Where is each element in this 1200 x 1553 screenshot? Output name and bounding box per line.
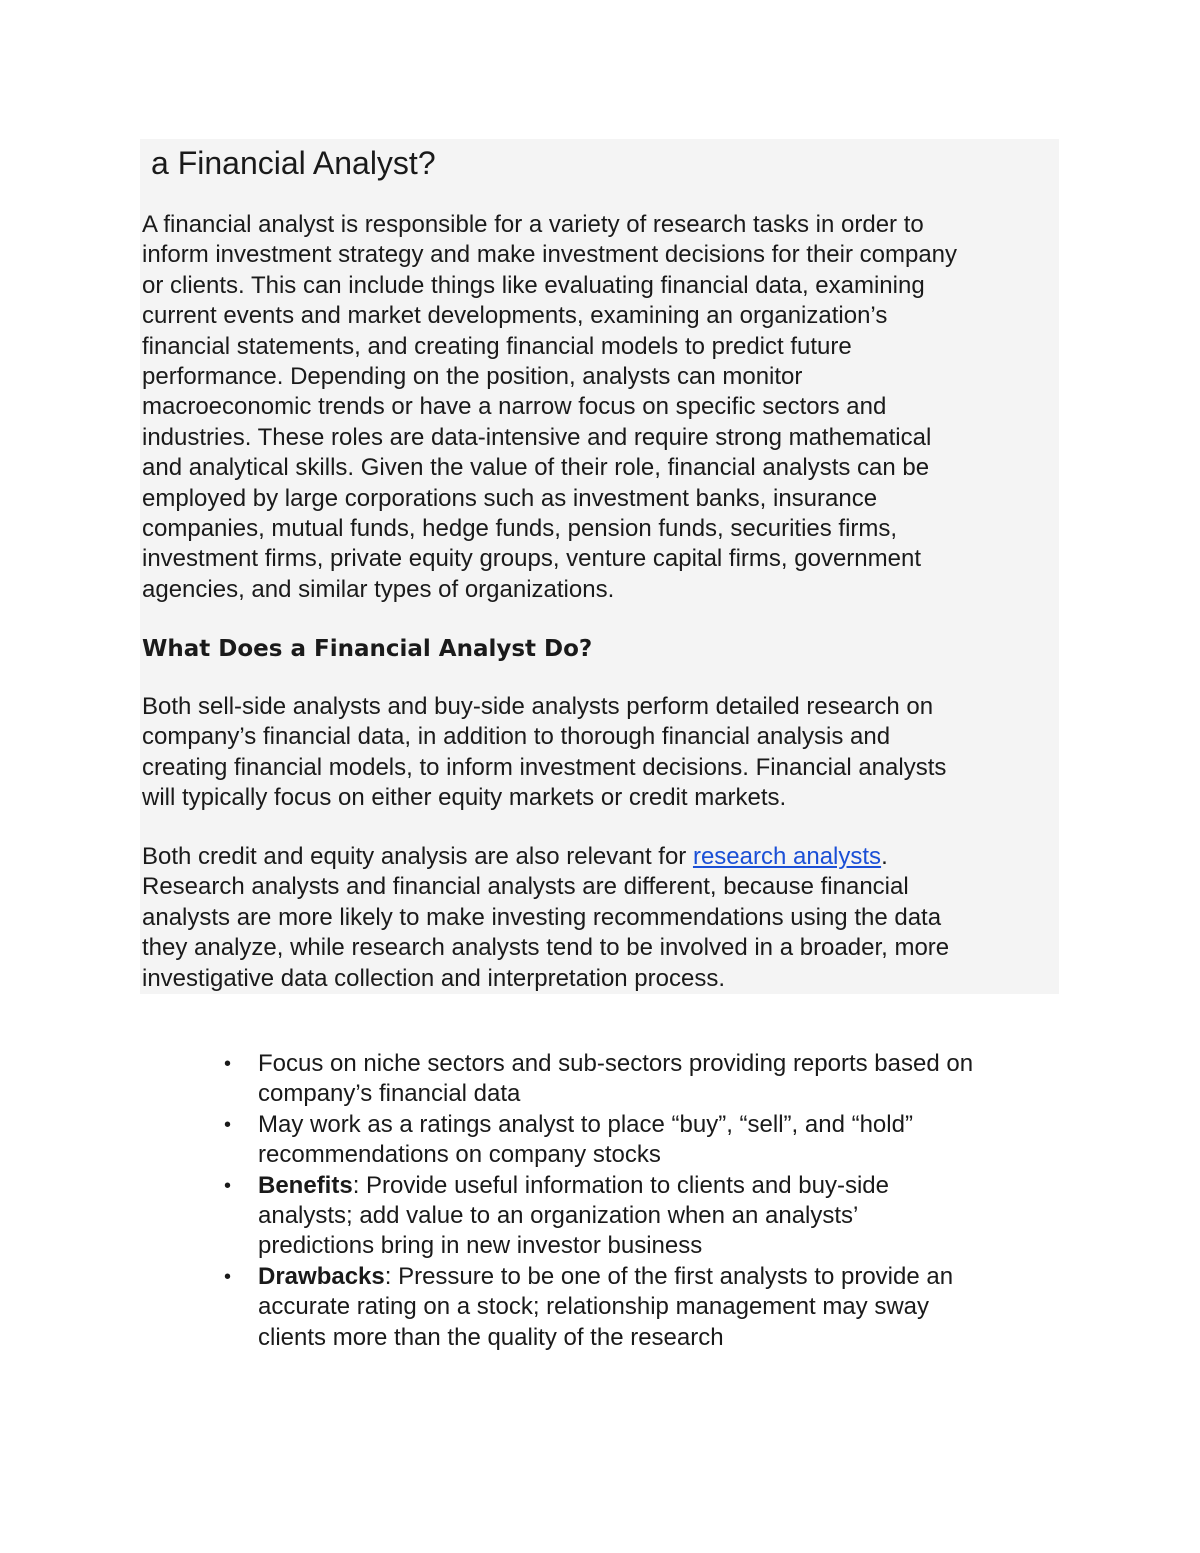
bullet-icon: • (224, 1174, 232, 1197)
research-analysts-link[interactable]: research analysts (692, 843, 882, 870)
list-item (222, 1110, 1062, 1171)
research-line: investigative data collection and interpretation process. (142, 964, 726, 992)
intro-line: industries. These roles are data-intensive and require strong mathematical (142, 423, 932, 451)
intro-line: and analytical skills. Given the value of their role, financial analysts can be (142, 454, 930, 482)
bullet-line: recommendations on company stocks (258, 1141, 661, 1169)
research-line: analysts are more likely to make investing recommendations using the data (142, 903, 942, 931)
intro-line: performance. Depending on the position, analysts can monitor (142, 363, 803, 391)
intro-line: macroeconomic trends or have a narrow focus on specific sectors and (142, 393, 887, 421)
intro-line: current events and market developments, examining an organization’s (142, 302, 888, 330)
bullet-label-drawbacks: Drawbacks (258, 1262, 385, 1290)
section-paragraph (142, 692, 1057, 814)
intro-line: agencies, and similar types of organizations. (142, 575, 615, 603)
bullet-line: Focus on niche sectors and sub-sectors providing reports based on (258, 1050, 974, 1077)
list-item (222, 1049, 1062, 1110)
bullet-icon: • (224, 1113, 232, 1136)
bullet-line: company’s financial data (258, 1080, 521, 1108)
research-line-text: Both credit and equity analysis are also relevant for (142, 843, 693, 870)
list-item (222, 1262, 1062, 1353)
intro-line: employed by large corporations such as investment banks, insurance (142, 484, 878, 512)
bullet-line-text: : Provide useful information to clients and buy-side (352, 1171, 889, 1199)
research-line: they analyze, while research analysts tend to be involved in a broader, more (142, 934, 950, 962)
section-heading: What Does a Financial Analyst Do? (142, 636, 593, 662)
bullet-line: clients more than the quality of the research (258, 1323, 724, 1351)
intro-line: investment firms, private equity groups, venture capital firms, government (142, 545, 921, 573)
bullet-line: May work as a ratings analyst to place “buy”, “sell”, and “hold” (258, 1110, 913, 1138)
research-line: Research analysts and financial analysts are different, because financial (142, 873, 909, 901)
bullet-list (222, 1049, 1062, 1353)
bullet-line-text: : Pressure to be one of the first analysts to provide an (384, 1262, 954, 1290)
list-item (222, 1171, 1062, 1262)
bullet-line: predictions bring in new investor business (258, 1232, 703, 1260)
research-first-line (142, 842, 1057, 872)
research-line-period: . (881, 843, 888, 870)
bullet-icon: • (224, 1053, 232, 1075)
section-line: will typically focus on either equity markets or credit markets. (142, 784, 787, 812)
bullet-first-line (258, 1262, 1062, 1292)
section-line: company’s financial data, in addition to thorough financial analysis and (142, 723, 891, 751)
bullet-line: analysts; add value to an organization when an analysts’ (258, 1202, 859, 1230)
research-paragraph (142, 842, 1057, 994)
intro-line: or clients. This can include things like evaluating financial data, examining (142, 271, 925, 299)
bullet-label-benefits: Benefits (258, 1171, 353, 1199)
bullet-icon: • (224, 1265, 232, 1288)
intro-line: companies, mutual funds, hedge funds, pension funds, securities firms, (142, 515, 898, 543)
intro-line: inform investment strategy and make investment decisions for their company (142, 241, 958, 269)
page-title: a Financial Analyst? (151, 145, 436, 181)
intro-paragraph (142, 210, 1057, 605)
bullet-first-line (258, 1171, 1062, 1201)
section-line: creating financial models, to inform investment decisions. Financial analysts (142, 753, 947, 781)
intro-line: financial statements, and creating financial models to predict future (142, 332, 852, 360)
bullet-line: accurate rating on a stock; relationship management may sway (258, 1293, 930, 1321)
section-line: Both sell-side analysts and buy-side analysts perform detailed research on (142, 693, 934, 720)
intro-line: A financial analyst is responsible for a variety of research tasks in order to (142, 211, 924, 238)
